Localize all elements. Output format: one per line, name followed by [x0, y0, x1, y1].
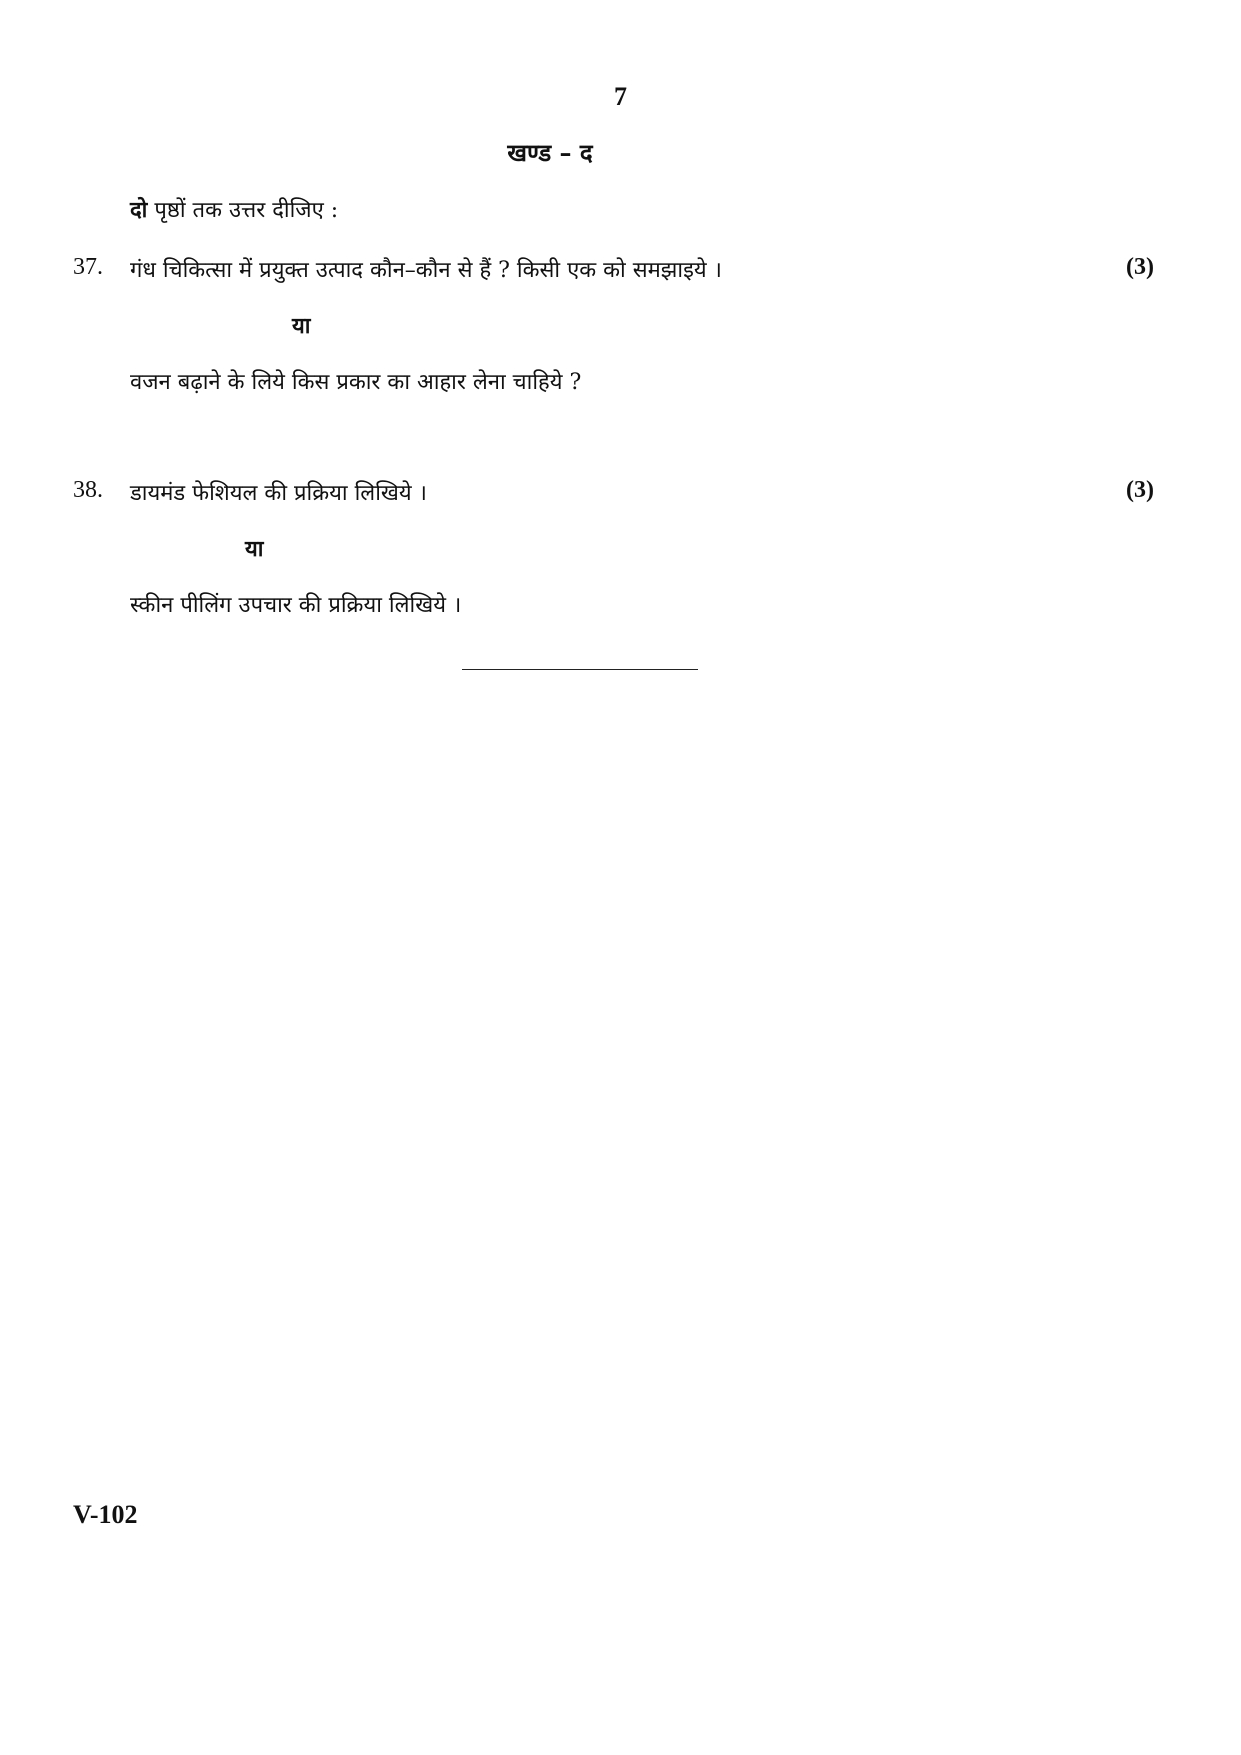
question-number: 37.	[73, 254, 103, 280]
instruction-text: पृष्ठों तक उत्तर दीजिए :	[147, 198, 339, 223]
section-instruction	[130, 194, 338, 224]
alternative-question-text: स्कीन पीलिंग उपचार की प्रक्रिया लिखिये ।	[130, 593, 462, 618]
question-marks: (3)	[1126, 477, 1154, 503]
end-divider	[462, 669, 698, 670]
question-text: गंध चिकित्सा में प्रयुक्त उत्पाद कौन–कौन से हैं ? किसी एक को समझाइये ।	[130, 258, 722, 283]
page-number: 7	[614, 82, 627, 111]
section-title: खण्ड – द	[507, 138, 593, 167]
question-number: 38.	[73, 477, 103, 503]
paper-code: V-102	[73, 1500, 138, 1529]
or-label: या	[245, 536, 264, 562]
alternative-question-text: वजन बढ़ाने के लिये किस प्रकार का आहार लेना चाहिये ?	[130, 370, 582, 395]
or-label: या	[292, 313, 311, 339]
question-marks: (3)	[1126, 254, 1154, 280]
instruction-emphasis: दो	[130, 197, 148, 223]
question-text: डायमंड फेशियल की प्रक्रिया लिखिये ।	[130, 481, 427, 506]
